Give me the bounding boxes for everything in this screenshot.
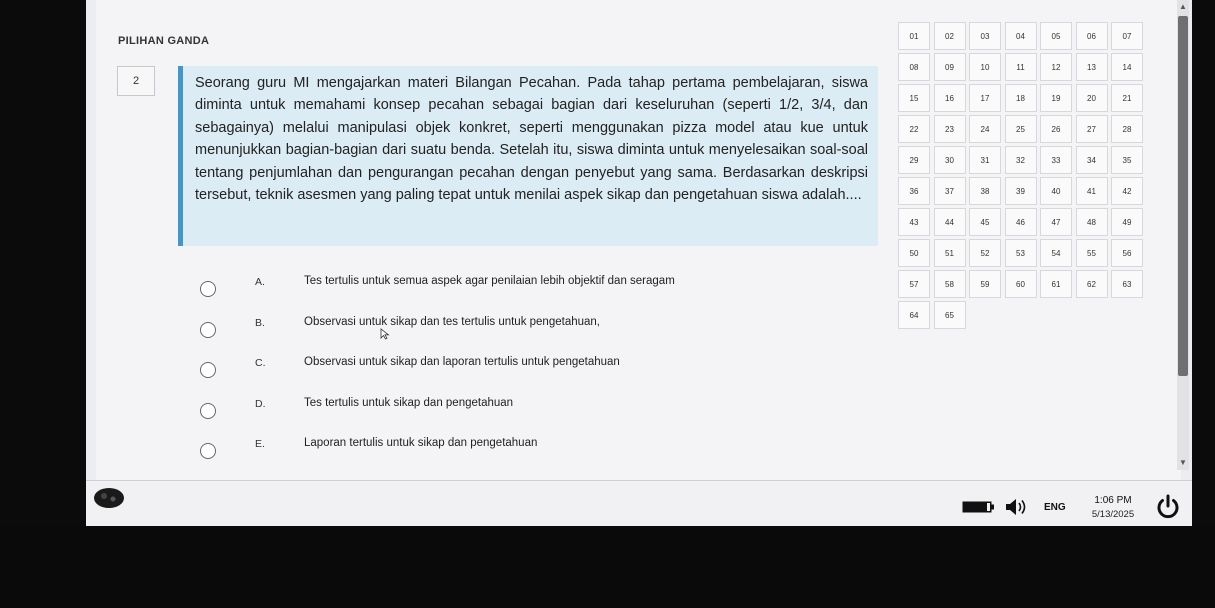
question-nav-button[interactable]: 28 bbox=[1111, 115, 1143, 143]
question-nav-button[interactable]: 17 bbox=[969, 84, 1001, 112]
scroll-thumb[interactable] bbox=[1178, 16, 1188, 376]
question-nav-button[interactable]: 60 bbox=[1005, 270, 1037, 298]
question-nav-button[interactable]: 38 bbox=[969, 177, 1001, 205]
question-nav-button[interactable]: 49 bbox=[1111, 208, 1143, 236]
question-nav-button[interactable]: 26 bbox=[1040, 115, 1072, 143]
question-nav-button[interactable]: 02 bbox=[934, 22, 966, 50]
question-nav-button[interactable]: 50 bbox=[898, 239, 930, 267]
option-text[interactable]: Tes tertulis untuk sikap dan pengetahuan bbox=[304, 396, 514, 409]
question-nav-button[interactable]: 64 bbox=[898, 301, 930, 329]
question-nav-button[interactable]: 41 bbox=[1076, 177, 1108, 205]
question-nav-button[interactable]: 40 bbox=[1040, 177, 1072, 205]
question-nav-button[interactable]: 62 bbox=[1076, 270, 1108, 298]
question-nav-button[interactable]: 03 bbox=[969, 22, 1001, 50]
option-b[interactable] bbox=[200, 317, 860, 358]
question-nav-button[interactable]: 07 bbox=[1111, 22, 1143, 50]
question-navigator bbox=[898, 22, 1152, 329]
option-letter: C. bbox=[255, 357, 266, 369]
question-text: Seorang guru MI mengajarkan materi Bilangan Pecahan. Pada tahap pertama pembelajaran, siswa diminta untuk memahami konsep pecahan sebagai bagian dari keseluruhan (seperti 1/2, 3/4, dan sebagainya) melalui manipulasi objek konkret, seperti menggunakan pizza model atau kue untuk menunjukkan bagian-bagian dari suatu benda. Setelah itu, siswa diminta untuk menyelesaikan soal-soal tentang penjumlahan dan pengurangan pecahan dengan penyebut yang sama. Berdasarkan deskripsi tersebut, teknik asesmen yang paling tepat untuk menilai aspek sikap dan pengetahuan siswa adalah.... bbox=[195, 75, 868, 204]
question-nav-button[interactable]: 24 bbox=[969, 115, 1001, 143]
option-letter: E. bbox=[255, 438, 265, 450]
scrollbar[interactable] bbox=[1177, 0, 1189, 470]
question-nav-button[interactable]: 59 bbox=[969, 270, 1001, 298]
question-nav-button[interactable]: 01 bbox=[898, 22, 930, 50]
question-box bbox=[178, 66, 878, 246]
question-nav-button[interactable]: 18 bbox=[1005, 84, 1037, 112]
option-letter: A. bbox=[255, 276, 265, 288]
radio-b[interactable] bbox=[200, 322, 216, 338]
question-nav-button[interactable]: 39 bbox=[1005, 177, 1037, 205]
question-nav-button[interactable]: 47 bbox=[1040, 208, 1072, 236]
question-nav-button[interactable]: 05 bbox=[1040, 22, 1072, 50]
question-nav-button[interactable]: 35 bbox=[1111, 146, 1143, 174]
question-nav-button[interactable]: 21 bbox=[1111, 84, 1143, 112]
question-nav-button[interactable]: 56 bbox=[1111, 239, 1143, 267]
question-nav-button[interactable]: 46 bbox=[1005, 208, 1037, 236]
question-nav-button[interactable]: 33 bbox=[1040, 146, 1072, 174]
question-nav-button[interactable]: 52 bbox=[969, 239, 1001, 267]
question-nav-button[interactable]: 37 bbox=[934, 177, 966, 205]
clock-date[interactable]: 5/13/2025 bbox=[1091, 509, 1135, 520]
question-nav-button[interactable]: 09 bbox=[934, 53, 966, 81]
question-nav-button[interactable]: 55 bbox=[1076, 239, 1108, 267]
question-nav-button[interactable]: 20 bbox=[1076, 84, 1108, 112]
question-nav-button[interactable]: 27 bbox=[1076, 115, 1108, 143]
clock-time[interactable]: 1:06 PM bbox=[1094, 495, 1132, 506]
question-nav-button[interactable]: 16 bbox=[934, 84, 966, 112]
option-a[interactable] bbox=[200, 276, 860, 317]
question-number: 2 bbox=[117, 66, 155, 96]
question-nav-button[interactable]: 43 bbox=[898, 208, 930, 236]
question-nav-button[interactable]: 32 bbox=[1005, 146, 1037, 174]
question-nav-button[interactable]: 23 bbox=[934, 115, 966, 143]
question-nav-button[interactable]: 44 bbox=[934, 208, 966, 236]
option-text[interactable]: Observasi untuk sikap dan tes tertulis untuk pengetahuan, bbox=[304, 315, 600, 328]
scroll-up-arrow-icon[interactable]: ▲ bbox=[1179, 2, 1187, 11]
mouse-cursor-icon bbox=[380, 328, 390, 340]
question-nav-button[interactable]: 13 bbox=[1076, 53, 1108, 81]
question-nav-button[interactable]: 36 bbox=[898, 177, 930, 205]
monitor-bezel bbox=[0, 526, 1215, 608]
option-text[interactable]: Tes tertulis untuk semua aspek agar penilaian lebih objektif dan seragam bbox=[304, 275, 675, 287]
option-d[interactable] bbox=[200, 398, 860, 439]
question-nav-button[interactable]: 61 bbox=[1040, 270, 1072, 298]
option-e[interactable] bbox=[200, 438, 860, 479]
question-nav-button[interactable]: 48 bbox=[1076, 208, 1108, 236]
question-nav-button[interactable]: 45 bbox=[969, 208, 1001, 236]
question-nav-button[interactable]: 06 bbox=[1076, 22, 1108, 50]
radio-e[interactable] bbox=[200, 443, 216, 459]
power-icon[interactable] bbox=[1154, 493, 1182, 521]
radio-d[interactable] bbox=[200, 403, 216, 419]
option-text[interactable]: Observasi untuk sikap dan laporan tertulis untuk pengetahuan bbox=[304, 356, 620, 368]
radio-c[interactable] bbox=[200, 362, 216, 378]
question-nav-button[interactable]: 31 bbox=[969, 146, 1001, 174]
question-nav-button[interactable]: 12 bbox=[1040, 53, 1072, 81]
option-letter: B. bbox=[255, 316, 265, 329]
question-nav-button[interactable]: 14 bbox=[1111, 53, 1143, 81]
question-nav-button[interactable]: 04 bbox=[1005, 22, 1037, 50]
exam-page bbox=[96, 0, 1181, 480]
battery-icon[interactable] bbox=[962, 501, 996, 513]
app-logo-icon[interactable] bbox=[92, 487, 126, 509]
question-nav-button[interactable]: 25 bbox=[1005, 115, 1037, 143]
question-nav-button[interactable]: 08 bbox=[898, 53, 930, 81]
question-nav-button[interactable]: 42 bbox=[1111, 177, 1143, 205]
option-text[interactable]: Laporan tertulis untuk sikap dan pengetahuan bbox=[304, 437, 538, 449]
answer-options bbox=[200, 276, 860, 479]
question-nav-button[interactable]: 53 bbox=[1005, 239, 1037, 267]
option-letter: D. bbox=[255, 397, 266, 410]
question-nav-button[interactable]: 34 bbox=[1076, 146, 1108, 174]
radio-a[interactable] bbox=[200, 281, 216, 297]
question-nav-button[interactable]: 58 bbox=[934, 270, 966, 298]
question-nav-button[interactable]: 29 bbox=[898, 146, 930, 174]
taskbar bbox=[86, 480, 1192, 526]
question-nav-button[interactable]: 11 bbox=[1005, 53, 1037, 81]
question-nav-button[interactable]: 19 bbox=[1040, 84, 1072, 112]
question-nav-button[interactable]: 65 bbox=[934, 301, 966, 329]
question-nav-button[interactable]: 10 bbox=[969, 53, 1001, 81]
scroll-down-arrow-icon[interactable]: ▼ bbox=[1179, 458, 1187, 467]
question-nav-button[interactable]: 30 bbox=[934, 146, 966, 174]
question-nav-button[interactable]: 22 bbox=[898, 115, 930, 143]
option-c[interactable] bbox=[200, 357, 860, 398]
question-nav-button[interactable]: 15 bbox=[898, 84, 930, 112]
question-nav-button[interactable]: 54 bbox=[1040, 239, 1072, 267]
language-indicator[interactable]: ENG bbox=[1044, 502, 1066, 513]
question-nav-button[interactable]: 63 bbox=[1111, 270, 1143, 298]
question-nav-button[interactable]: 51 bbox=[934, 239, 966, 267]
section-title: PILIHAN GANDA bbox=[118, 35, 210, 47]
monitor-screen bbox=[86, 0, 1192, 526]
question-nav-button[interactable]: 57 bbox=[898, 270, 930, 298]
volume-icon[interactable] bbox=[1004, 496, 1030, 518]
